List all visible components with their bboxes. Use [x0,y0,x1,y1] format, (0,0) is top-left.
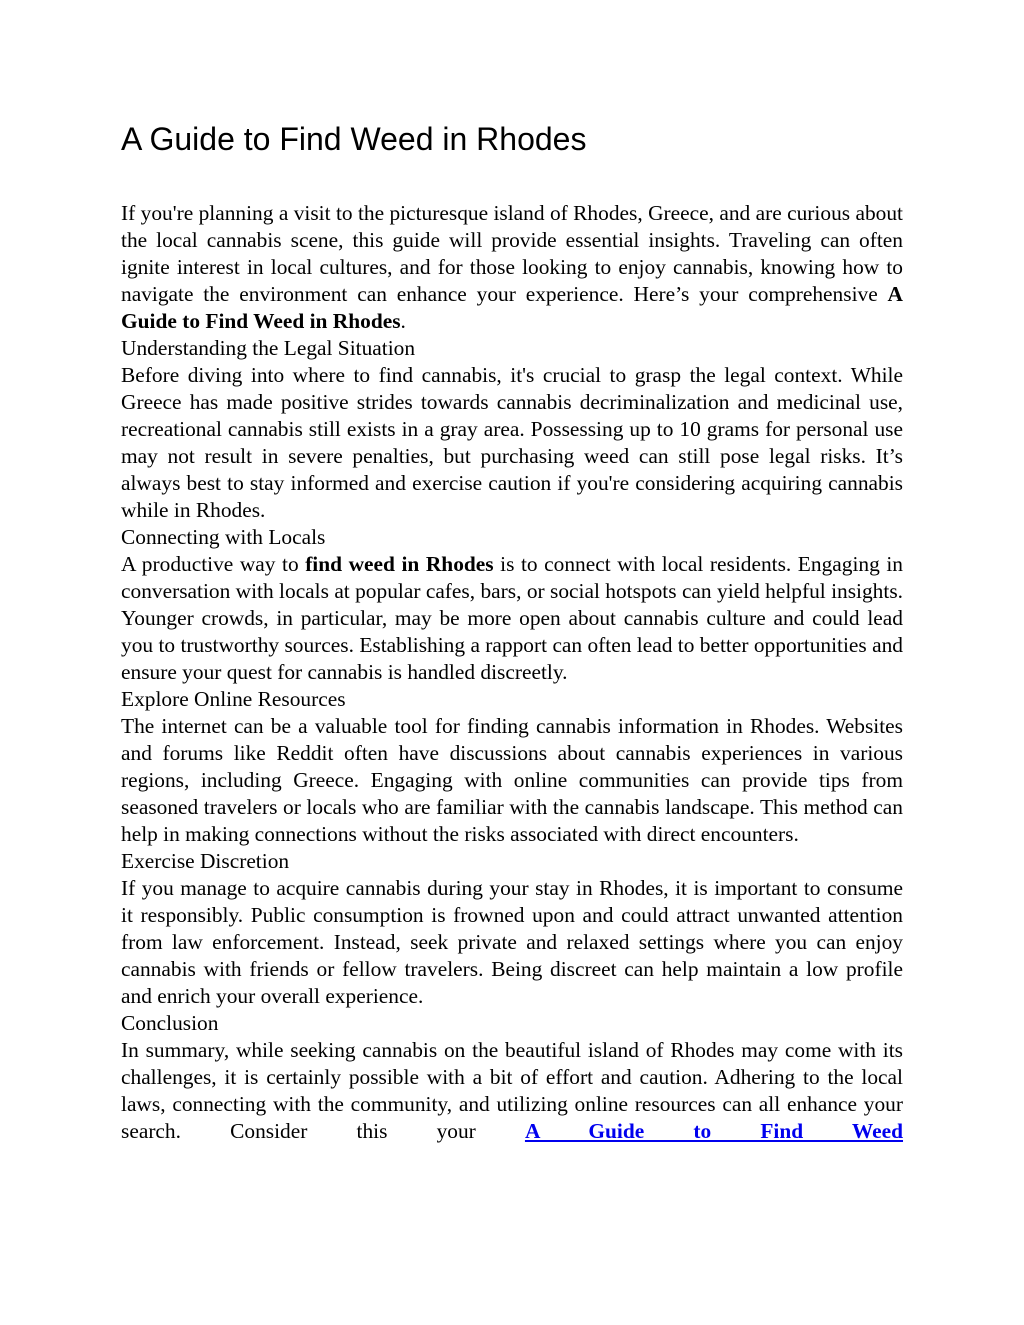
document-body [121,200,903,1145]
heading-locals: Connecting with Locals [121,525,326,549]
intro-bold-title: A Guide to Find Weed in Rhodes [121,282,903,333]
paragraph-discretion: If you manage to acquire cannabis during your stay in Rhodes, it is important to consume it responsibly. Public consumption is frowned upon and could attract unwanted attention from law enforcement. Instead, seek private and relaxed settings where you can enjoy cannabis with friends or fellow travelers. Being discreet can help maintain a low profile and enrich your overall experience. [121,876,903,1008]
heading-discretion: Exercise Discretion [121,849,290,873]
heading-online: Explore Online Resources [121,687,346,711]
paragraph-conclusion [121,1037,903,1145]
intro-paragraph [121,200,903,335]
conclusion-text: In summary, while seeking cannabis on the beautiful island of Rhodes may come with its challenges, it is certainly possible with a bit of effort and caution. Adhering to the local laws, connecting with the community, and utilizing online resources can all enhance your search. Consider this your [121,1038,903,1143]
locals-text: A productive way to [121,552,306,576]
intro-text: If you're planning a visit to the picturesque island of Rhodes, Greece, and are curious about the local cannabis scene, this guide will provide essential insights. Traveling can often ignite interest in local cultures, and for those looking to enjoy cannabis, knowing how to navigate the environment can enhance your experience. Here’s your comprehensive [121,201,903,306]
locals-text-end: is to connect with local residents. Engaging in conversation with locals at popular cafes, bars, or social hotspots can yield helpful insights. Younger crowds, in particular, may be more open about cannabis culture and could lead you to trustworthy sources. Establishing a rapport can often lead to better opportunities and ensure your quest for cannabis is handled discreetly. [121,552,903,684]
intro-text-end: . [400,309,406,333]
heading-conclusion: Conclusion [121,1011,219,1035]
locals-bold-phrase: find weed in Rhodes [305,552,494,576]
heading-legal: Understanding the Legal Situation [121,336,416,360]
paragraph-legal: Before diving into where to find cannabis, it's crucial to grasp the legal context. While Greece has made positive strides towards cannabis decriminalization and medicinal use, recreational cannabis still exists in a gray area. Possessing up to 10 grams for personal use may not result in severe penalties, but purchasing weed can still pose legal risks. It’s always best to stay informed and exercise caution if you're considering acquiring cannabis while in Rhodes. [121,363,903,522]
paragraph-online: The internet can be a valuable tool for finding cannabis information in Rhodes. Websites and forums like Reddit often have discussions about cannabis experiences in various regions, including Greece. Engaging with online communities can provide tips from seasoned travelers or locals who are familiar with the cannabis landscape. This method can help in making connections without the risks associated with direct encounters. [121,714,903,846]
guide-link[interactable]: A Guide to Find Weed [524,1119,904,1143]
document-title: A Guide to Find Weed in Rhodes [121,121,587,157]
paragraph-locals [121,551,903,686]
